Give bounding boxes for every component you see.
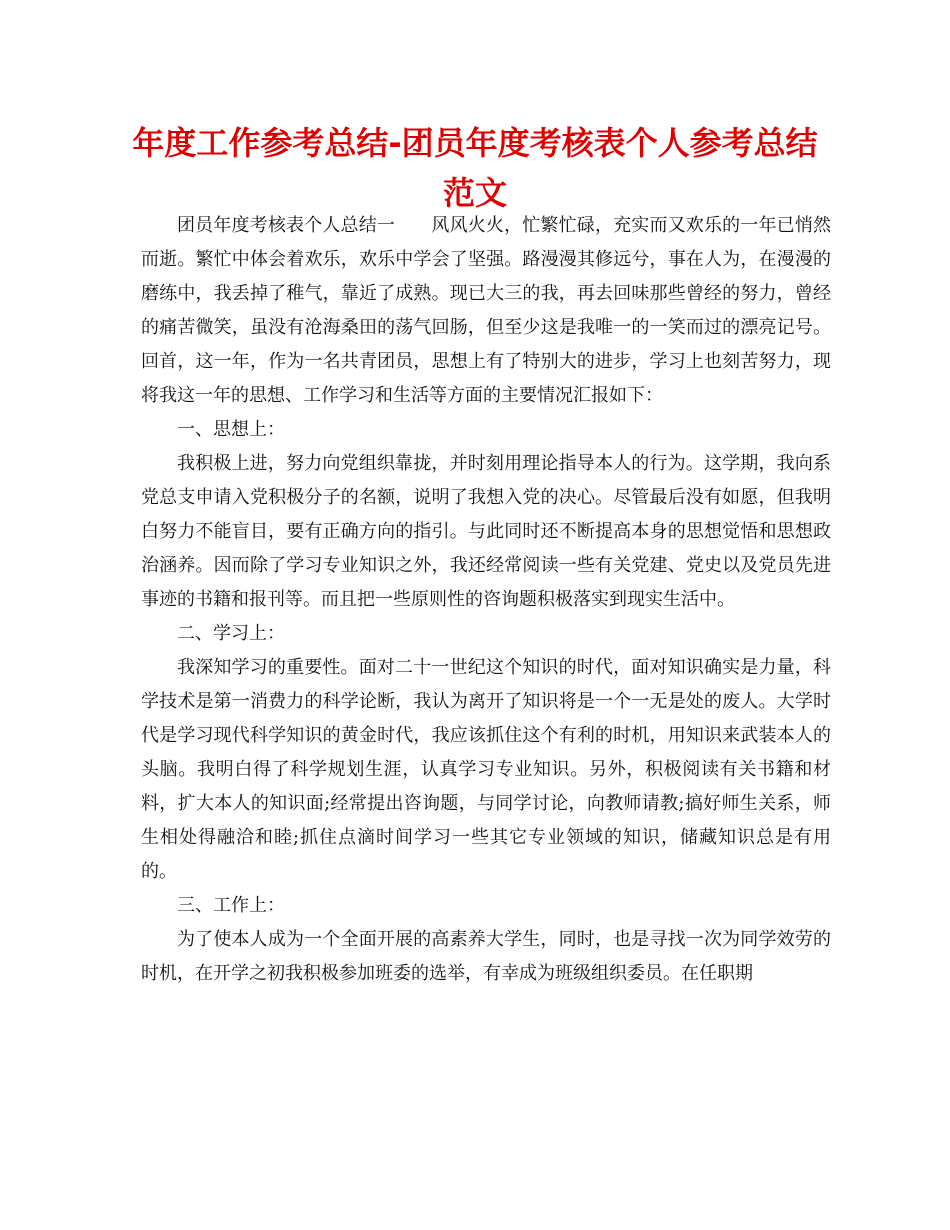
paragraph: 团员年度考核表个人总结一 风风火火，忙繁忙碌，充实而又欢乐的一年已悄然而逝。繁忙中体会着欢乐，欢乐中学会了坚强。路漫漫其修远兮，事在人为，在漫漫的磨练中，我丢掉了稚气，靠近了成熟。现已大三的我，再去回味那些曾经的努力，曾经的痛苦微笑，虽没有沧海桑田的荡气回肠，但至少这是我唯一的一笑而过的漂亮记号。回首，这一年，作为一名共青团员，思想上有了特别大的进步，学习上也刻苦努力，现将我这一年的思想、工作学习和生活等方面的主要情况汇报如下： bbox=[141, 215, 831, 406]
section-heading: 一、思想上： bbox=[177, 419, 285, 440]
paragraph: 我积极上进，努力向党组织靠拢，并时刻用理论指导本人的行为。这学期，我向系党总支申请入党积极分子的名额，说明了我想入党的决心。尽管最后没有如愿，但我明白努力不能盲目，要有正确方向的指引。与此同时还不断提高本身的思想觉悟和思想政治涵养。因而除了学习专业知识之外，我还经常阅读一些有关党建、党史以及党员先进事迹的书籍和报刊等。而且把一些原则性的咨询题积极落实到现实生活中。 bbox=[141, 453, 831, 610]
section-heading: 三、工作上： bbox=[177, 895, 285, 916]
section-heading: 二、学习上： bbox=[177, 623, 285, 644]
document-title: 年度工作参考总结-团员年度考核表个人参考总结范文 bbox=[132, 124, 818, 212]
paragraph: 我深知学习的重要性。面对二十一世纪这个知识的时代，面对知识确实是力量，科学技术是第一消费力的科学论断，我认为离开了知识将是一个一无是处的废人。大学时代是学习现代科学知识的黄金时代，我应该抓住这个有利的时机，用知识来武装本人的头脑。我明白得了科学规划生涯，认真学习专业知识。另外，积极阅读有关书籍和材料，扩大本人的知识面;经常提出咨询题，与同学讨论，向教师请教;搞好师生关系，师生相处得融洽和睦;抓住点滴时间学习一些其它专业领域的知识，储藏知识总是有用的。 bbox=[141, 657, 831, 882]
paragraph: 为了使本人成为一个全面开展的高素养大学生，同时，也是寻找一次为同学效劳的时机，在开学之初我积极参加班委的选举，有幸成为班级组织委员。在任职期 bbox=[141, 929, 831, 984]
document-body bbox=[141, 209, 831, 991]
